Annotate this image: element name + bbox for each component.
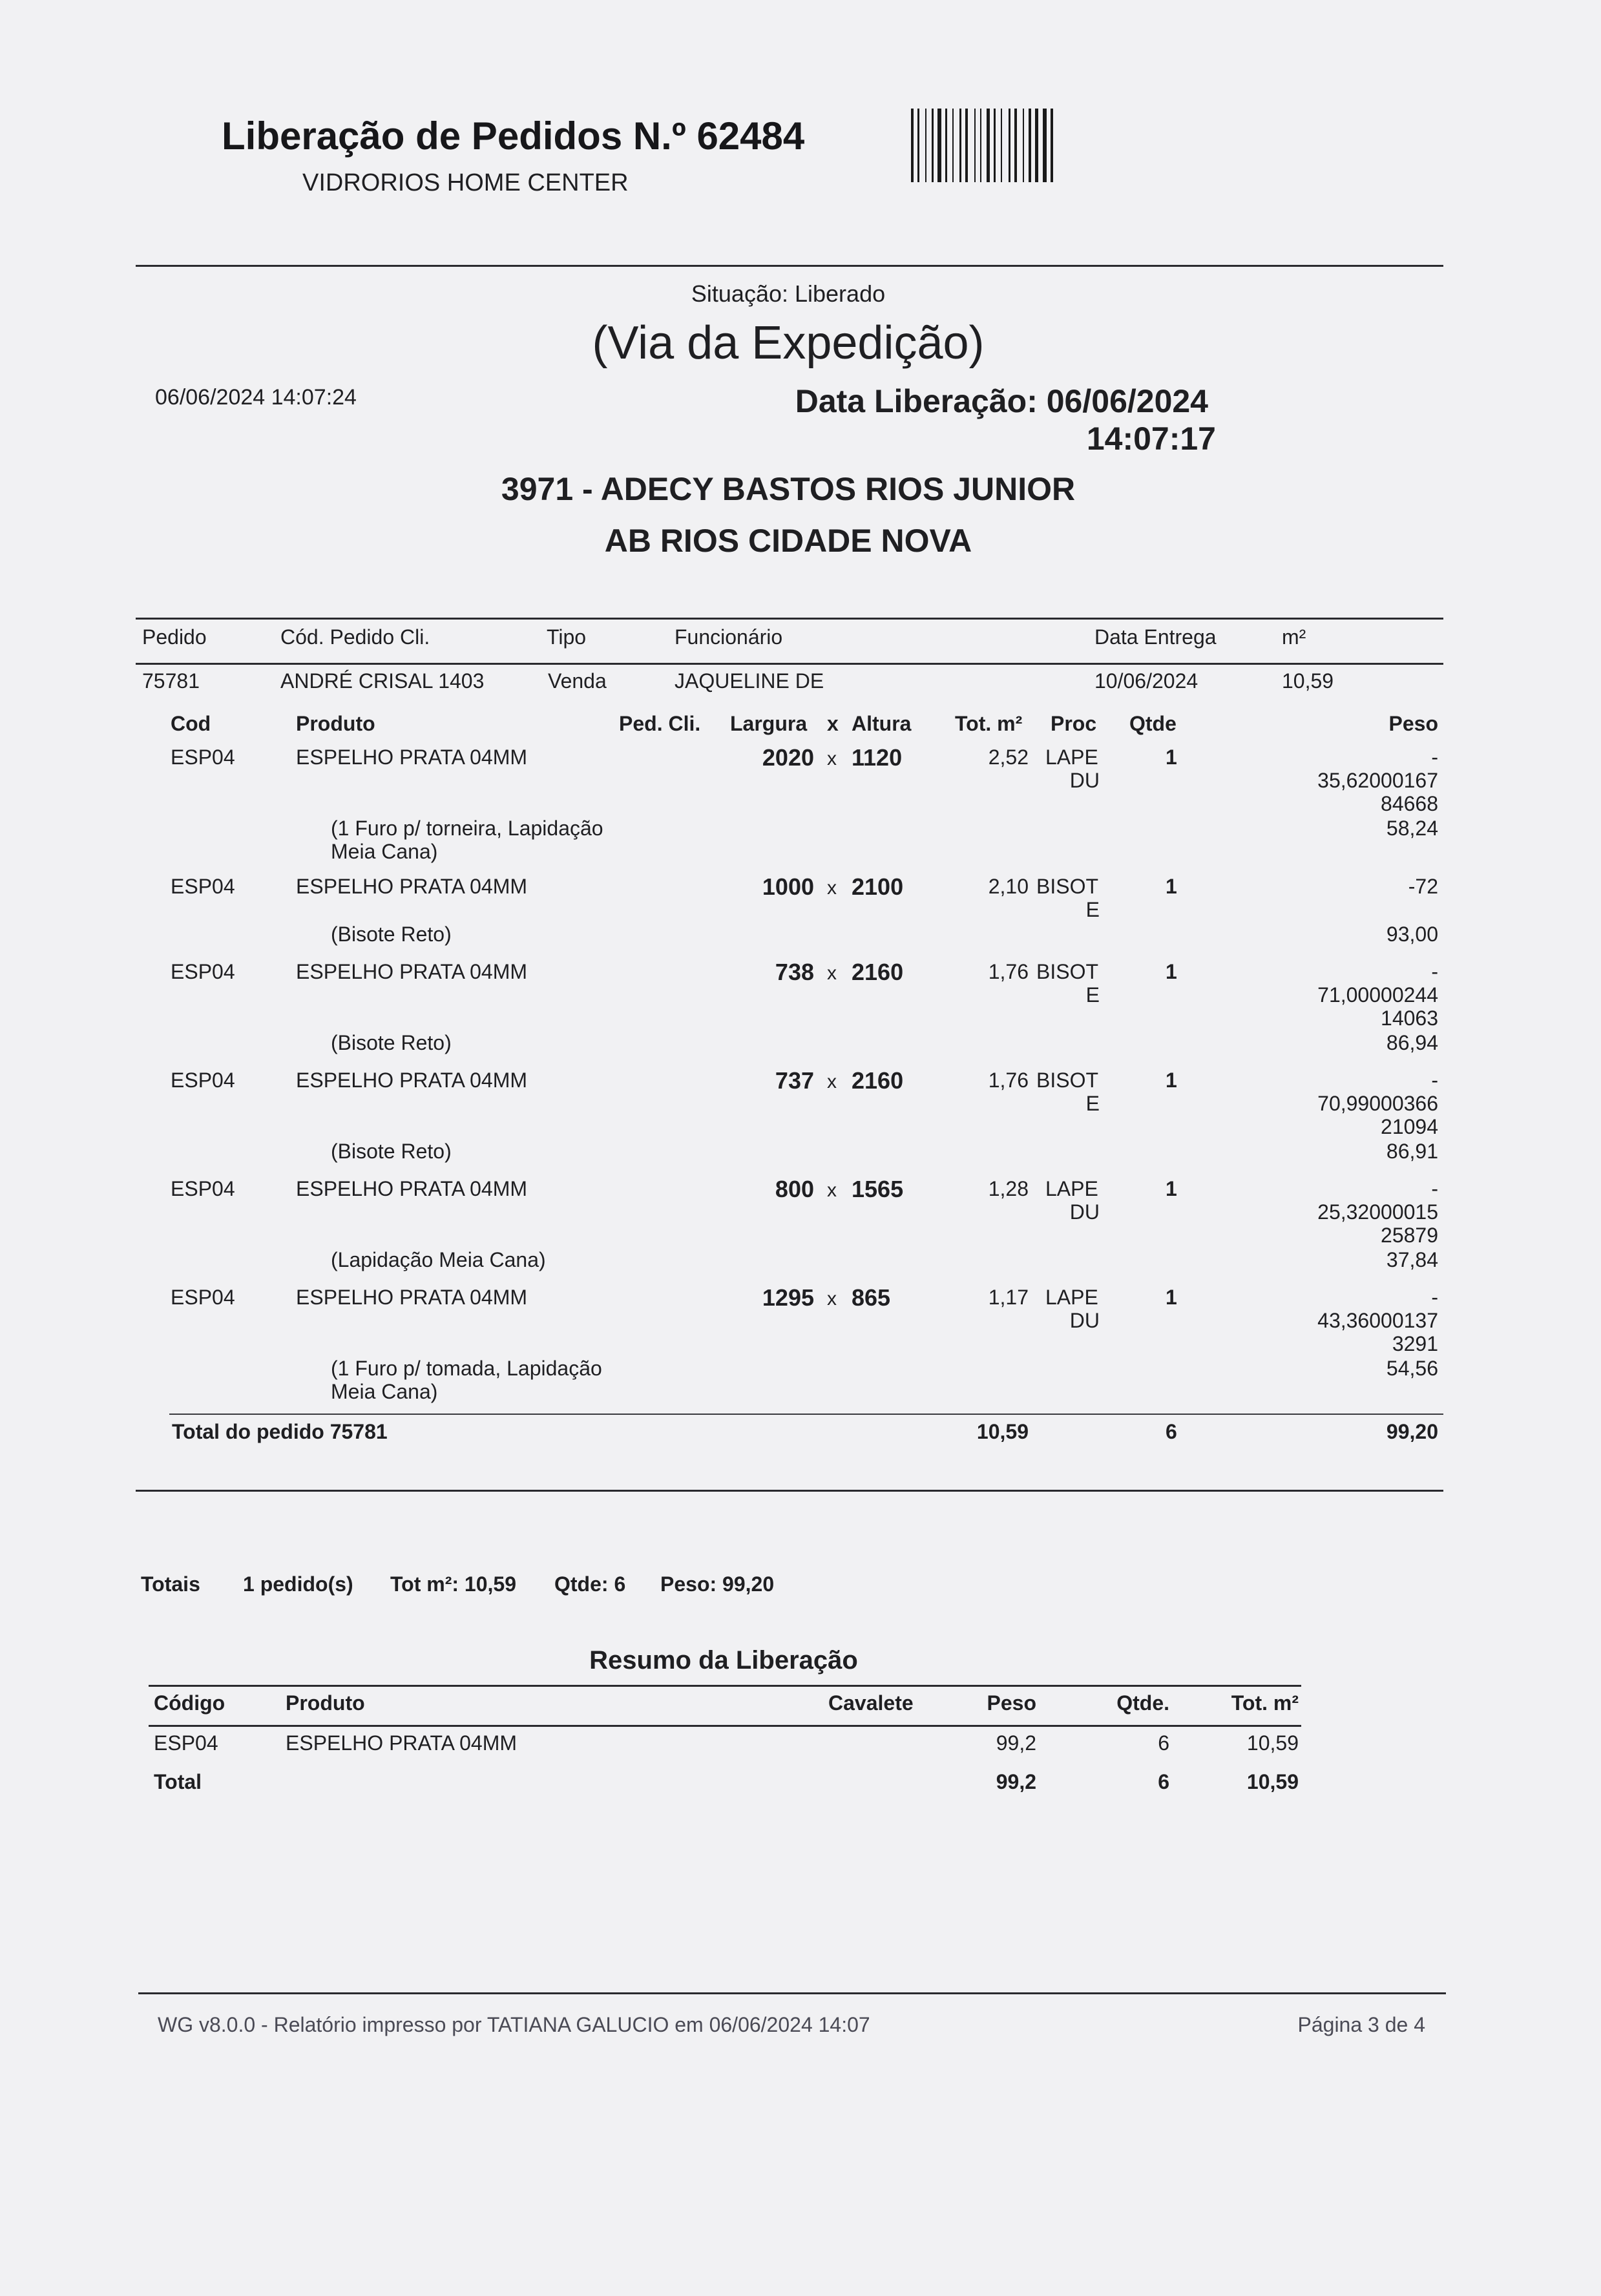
item-proc: DU	[1069, 1200, 1100, 1224]
item-largura: 737	[775, 1067, 814, 1094]
item-proc: DU	[1069, 769, 1100, 792]
via-label: (Via da Expedição)	[592, 317, 985, 369]
barcode-bar	[980, 109, 981, 182]
barcode-bar	[932, 109, 934, 182]
item-peso: 70,99000366	[1317, 1092, 1438, 1115]
item-peso: 84668	[1381, 792, 1438, 815]
barcode-bar	[945, 109, 947, 182]
barcode-bar	[965, 109, 968, 182]
barcode-bar	[959, 109, 961, 182]
data-liberacao: Data Liberação: 06/06/2024	[795, 383, 1208, 419]
resumo-header-tot-m2: Tot. m²	[1231, 1691, 1299, 1715]
barcode-bar	[1009, 109, 1010, 182]
item-tot-m2: 1,76	[988, 1069, 1029, 1092]
item-peso: -	[1431, 1286, 1438, 1309]
item-obs: (Bisote Reto)	[331, 923, 452, 946]
item-proc: BISOT	[1036, 1069, 1099, 1092]
resumo-header-peso: Peso	[987, 1691, 1036, 1715]
item-peso: -	[1431, 960, 1438, 983]
order-total-peso: 99,20	[1386, 1420, 1438, 1443]
data-liberacao-time: 14:07:17	[1086, 421, 1216, 457]
item-cod: ESP04	[171, 960, 235, 983]
divider	[136, 663, 1443, 665]
item-altura: 1565	[852, 1176, 904, 1202]
barcode-bar	[1014, 109, 1017, 182]
totais-label: Totais	[141, 1572, 200, 1596]
resumo-header-cavalete: Cavalete	[828, 1691, 914, 1715]
items-header-qtde: Qtde	[1129, 712, 1177, 735]
divider	[136, 1490, 1443, 1492]
resumo-header-codigo: Código	[154, 1691, 225, 1715]
col-header-tipo: Tipo	[547, 625, 587, 649]
item-peso: 93,00	[1386, 923, 1438, 946]
item-peso: 25,32000015	[1317, 1200, 1438, 1224]
item-cod: ESP04	[171, 1177, 235, 1200]
item-peso: 14063	[1381, 1007, 1438, 1030]
item-qtde: 1	[1166, 1069, 1177, 1092]
item-produto: ESPELHO PRATA 04MM	[296, 1286, 528, 1309]
barcode-bar	[994, 109, 996, 182]
item-largura: 1000	[762, 873, 814, 900]
m2-value: 10,59	[1282, 669, 1334, 693]
item-qtde: 1	[1166, 875, 1177, 898]
item-qtde: 1	[1166, 1286, 1177, 1309]
totais-qtde: Qtde: 6	[554, 1572, 626, 1596]
item-x: x	[827, 963, 837, 984]
item-obs: (1 Furo p/ torneira, Lapidação	[331, 817, 603, 840]
item-altura: 2100	[852, 873, 904, 900]
barcode-bar	[952, 109, 954, 182]
item-peso: -72	[1408, 875, 1438, 898]
printed-datetime: 06/06/2024 14:07:24	[155, 385, 357, 410]
resumo-total-qtde: 6	[1158, 1770, 1169, 1793]
item-qtde: 1	[1166, 960, 1177, 983]
barcode-bar	[1051, 109, 1053, 182]
items-header-produto: Produto	[296, 712, 375, 735]
situacao-label: Situação: Liberado	[691, 280, 886, 307]
item-obs: (1 Furo p/ tomada, Lapidação	[331, 1357, 602, 1380]
item-tot-m2: 1,17	[988, 1286, 1029, 1309]
barcode-bar	[1029, 109, 1031, 182]
col-header-cod-pedido-cli: Cód. Pedido Cli.	[280, 625, 430, 649]
resumo-codigo: ESP04	[154, 1731, 218, 1755]
item-peso: 54,56	[1386, 1357, 1438, 1380]
item-proc: LAPE	[1045, 746, 1098, 769]
item-largura: 2020	[762, 744, 814, 771]
item-peso: -	[1431, 1177, 1438, 1200]
item-tot-m2: 2,52	[988, 746, 1029, 769]
totais-peso: Peso: 99,20	[660, 1572, 775, 1596]
resumo-total-peso: 99,2	[996, 1770, 1036, 1793]
barcode-icon	[911, 109, 1141, 182]
barcode-bar	[1043, 109, 1047, 182]
pedido-number: 75781	[142, 669, 200, 693]
item-peso: -	[1431, 1069, 1438, 1092]
footer-page-number: Página 3 de 4	[1297, 2013, 1425, 2036]
item-proc: LAPE	[1045, 1286, 1098, 1309]
col-header-data-entrega: Data Entrega	[1094, 625, 1217, 649]
item-x: x	[827, 877, 837, 899]
item-proc: E	[1085, 983, 1100, 1007]
item-obs: (Lapidação Meia Cana)	[331, 1248, 546, 1271]
resumo-title: Resumo da Liberação	[589, 1646, 858, 1675]
item-obs: Meia Cana)	[331, 1380, 438, 1403]
tipo-value: Venda	[548, 669, 607, 693]
page-title: Liberação de Pedidos N.º 62484	[222, 114, 805, 158]
item-altura: 2160	[852, 1067, 904, 1094]
item-peso: 86,94	[1386, 1031, 1438, 1054]
client-name: 3971 - ADECY BASTOS RIOS JUNIOR	[501, 471, 1076, 507]
item-peso: 43,36000137	[1317, 1309, 1438, 1332]
totais-m2: Tot m²: 10,59	[390, 1572, 516, 1596]
item-peso: 25879	[1381, 1224, 1438, 1247]
item-altura: 1120	[852, 744, 903, 771]
item-largura: 800	[775, 1176, 814, 1202]
item-tot-m2: 1,28	[988, 1177, 1029, 1200]
divider	[136, 618, 1443, 620]
item-x: x	[827, 1180, 837, 1201]
item-produto: ESPELHO PRATA 04MM	[296, 1177, 528, 1200]
item-peso: 3291	[1392, 1332, 1438, 1355]
item-proc: LAPE	[1045, 1177, 1098, 1200]
items-header-ped-cli: Ped. Cli.	[619, 712, 701, 735]
item-peso: 71,00000244	[1317, 983, 1438, 1007]
item-peso: -	[1431, 746, 1438, 769]
barcode-bar	[925, 109, 926, 182]
resumo-tot-m2: 10,59	[1246, 1731, 1299, 1755]
order-total-label: Total do pedido 75781	[172, 1420, 388, 1443]
barcode-bar	[1001, 109, 1002, 182]
item-x: x	[827, 1071, 837, 1092]
col-header-m2: m²	[1282, 625, 1306, 649]
item-obs: (Bisote Reto)	[331, 1140, 452, 1163]
barcode-bar	[937, 109, 941, 182]
items-header-proc: Proc	[1051, 712, 1097, 735]
items-header-altura: Altura	[852, 712, 912, 735]
footer-print-info: WG v8.0.0 - Relatório impresso por TATIANA GALUCIO em 06/06/2024 14:07	[158, 2013, 870, 2036]
item-qtde: 1	[1166, 746, 1177, 769]
item-proc: BISOT	[1036, 875, 1099, 898]
cod-pedido-cli: ANDRÉ CRISAL 1403	[280, 669, 485, 693]
item-cod: ESP04	[171, 1069, 235, 1092]
item-peso: 35,62000167	[1317, 769, 1438, 792]
resumo-header-qtde: Qtde.	[1116, 1691, 1169, 1715]
item-cod: ESP04	[171, 875, 235, 898]
col-header-funcionario: Funcionário	[675, 625, 783, 649]
item-altura: 2160	[852, 959, 904, 985]
divider	[169, 1414, 1443, 1415]
order-total-qtde: 6	[1166, 1420, 1177, 1443]
items-header-peso: Peso	[1388, 712, 1438, 735]
totais-pedidos: 1 pedido(s)	[243, 1572, 353, 1596]
item-produto: ESPELHO PRATA 04MM	[296, 1069, 528, 1092]
data-entrega-value: 10/06/2024	[1094, 669, 1198, 693]
item-peso: 21094	[1381, 1115, 1438, 1138]
item-proc: E	[1085, 898, 1100, 921]
items-header-x: x	[827, 712, 839, 735]
item-cod: ESP04	[171, 746, 235, 769]
barcode-bar	[987, 109, 990, 182]
item-proc: BISOT	[1036, 960, 1099, 983]
barcode-bar	[917, 109, 919, 182]
items-header-cod: Cod	[171, 712, 211, 735]
order-total-m2: 10,59	[976, 1420, 1029, 1443]
resumo-total-label: Total	[154, 1770, 202, 1793]
resumo-peso: 99,2	[996, 1731, 1036, 1755]
col-header-pedido: Pedido	[142, 625, 207, 649]
resumo-produto: ESPELHO PRATA 04MM	[286, 1731, 518, 1755]
store-name: AB RIOS CIDADE NOVA	[604, 523, 972, 559]
barcode-bar	[1023, 109, 1024, 182]
item-peso: 86,91	[1386, 1140, 1438, 1163]
resumo-total-tot-m2: 10,59	[1246, 1770, 1299, 1793]
item-x: x	[827, 748, 837, 769]
item-x: x	[827, 1288, 837, 1310]
item-altura: 865	[852, 1284, 891, 1311]
barcode-bar	[974, 109, 976, 182]
item-largura: 738	[775, 959, 814, 985]
divider	[149, 1725, 1301, 1727]
item-proc: E	[1085, 1092, 1100, 1115]
item-cod: ESP04	[171, 1286, 235, 1309]
item-peso: 37,84	[1386, 1248, 1438, 1271]
divider	[138, 1992, 1446, 1994]
company-name: VIDRORIOS HOME CENTER	[302, 169, 629, 196]
item-obs: (Bisote Reto)	[331, 1031, 452, 1054]
divider	[136, 265, 1443, 267]
item-obs: Meia Cana)	[331, 840, 438, 863]
item-proc: DU	[1069, 1309, 1100, 1332]
divider	[149, 1685, 1301, 1687]
item-produto: ESPELHO PRATA 04MM	[296, 746, 528, 769]
barcode-bar	[911, 109, 914, 182]
item-peso: 58,24	[1386, 817, 1438, 840]
item-tot-m2: 2,10	[988, 875, 1029, 898]
resumo-qtde: 6	[1158, 1731, 1169, 1755]
items-header-tot-m2: Tot. m²	[955, 712, 1023, 735]
item-produto: ESPELHO PRATA 04MM	[296, 875, 528, 898]
item-produto: ESPELHO PRATA 04MM	[296, 960, 528, 983]
resumo-header-produto: Produto	[286, 1691, 365, 1715]
item-tot-m2: 1,76	[988, 960, 1029, 983]
barcode-bar	[1035, 109, 1038, 182]
item-qtde: 1	[1166, 1177, 1177, 1200]
item-largura: 1295	[762, 1284, 814, 1311]
items-header-largura: Largura	[730, 712, 808, 735]
funcionario-value: JAQUELINE DE	[675, 669, 824, 693]
